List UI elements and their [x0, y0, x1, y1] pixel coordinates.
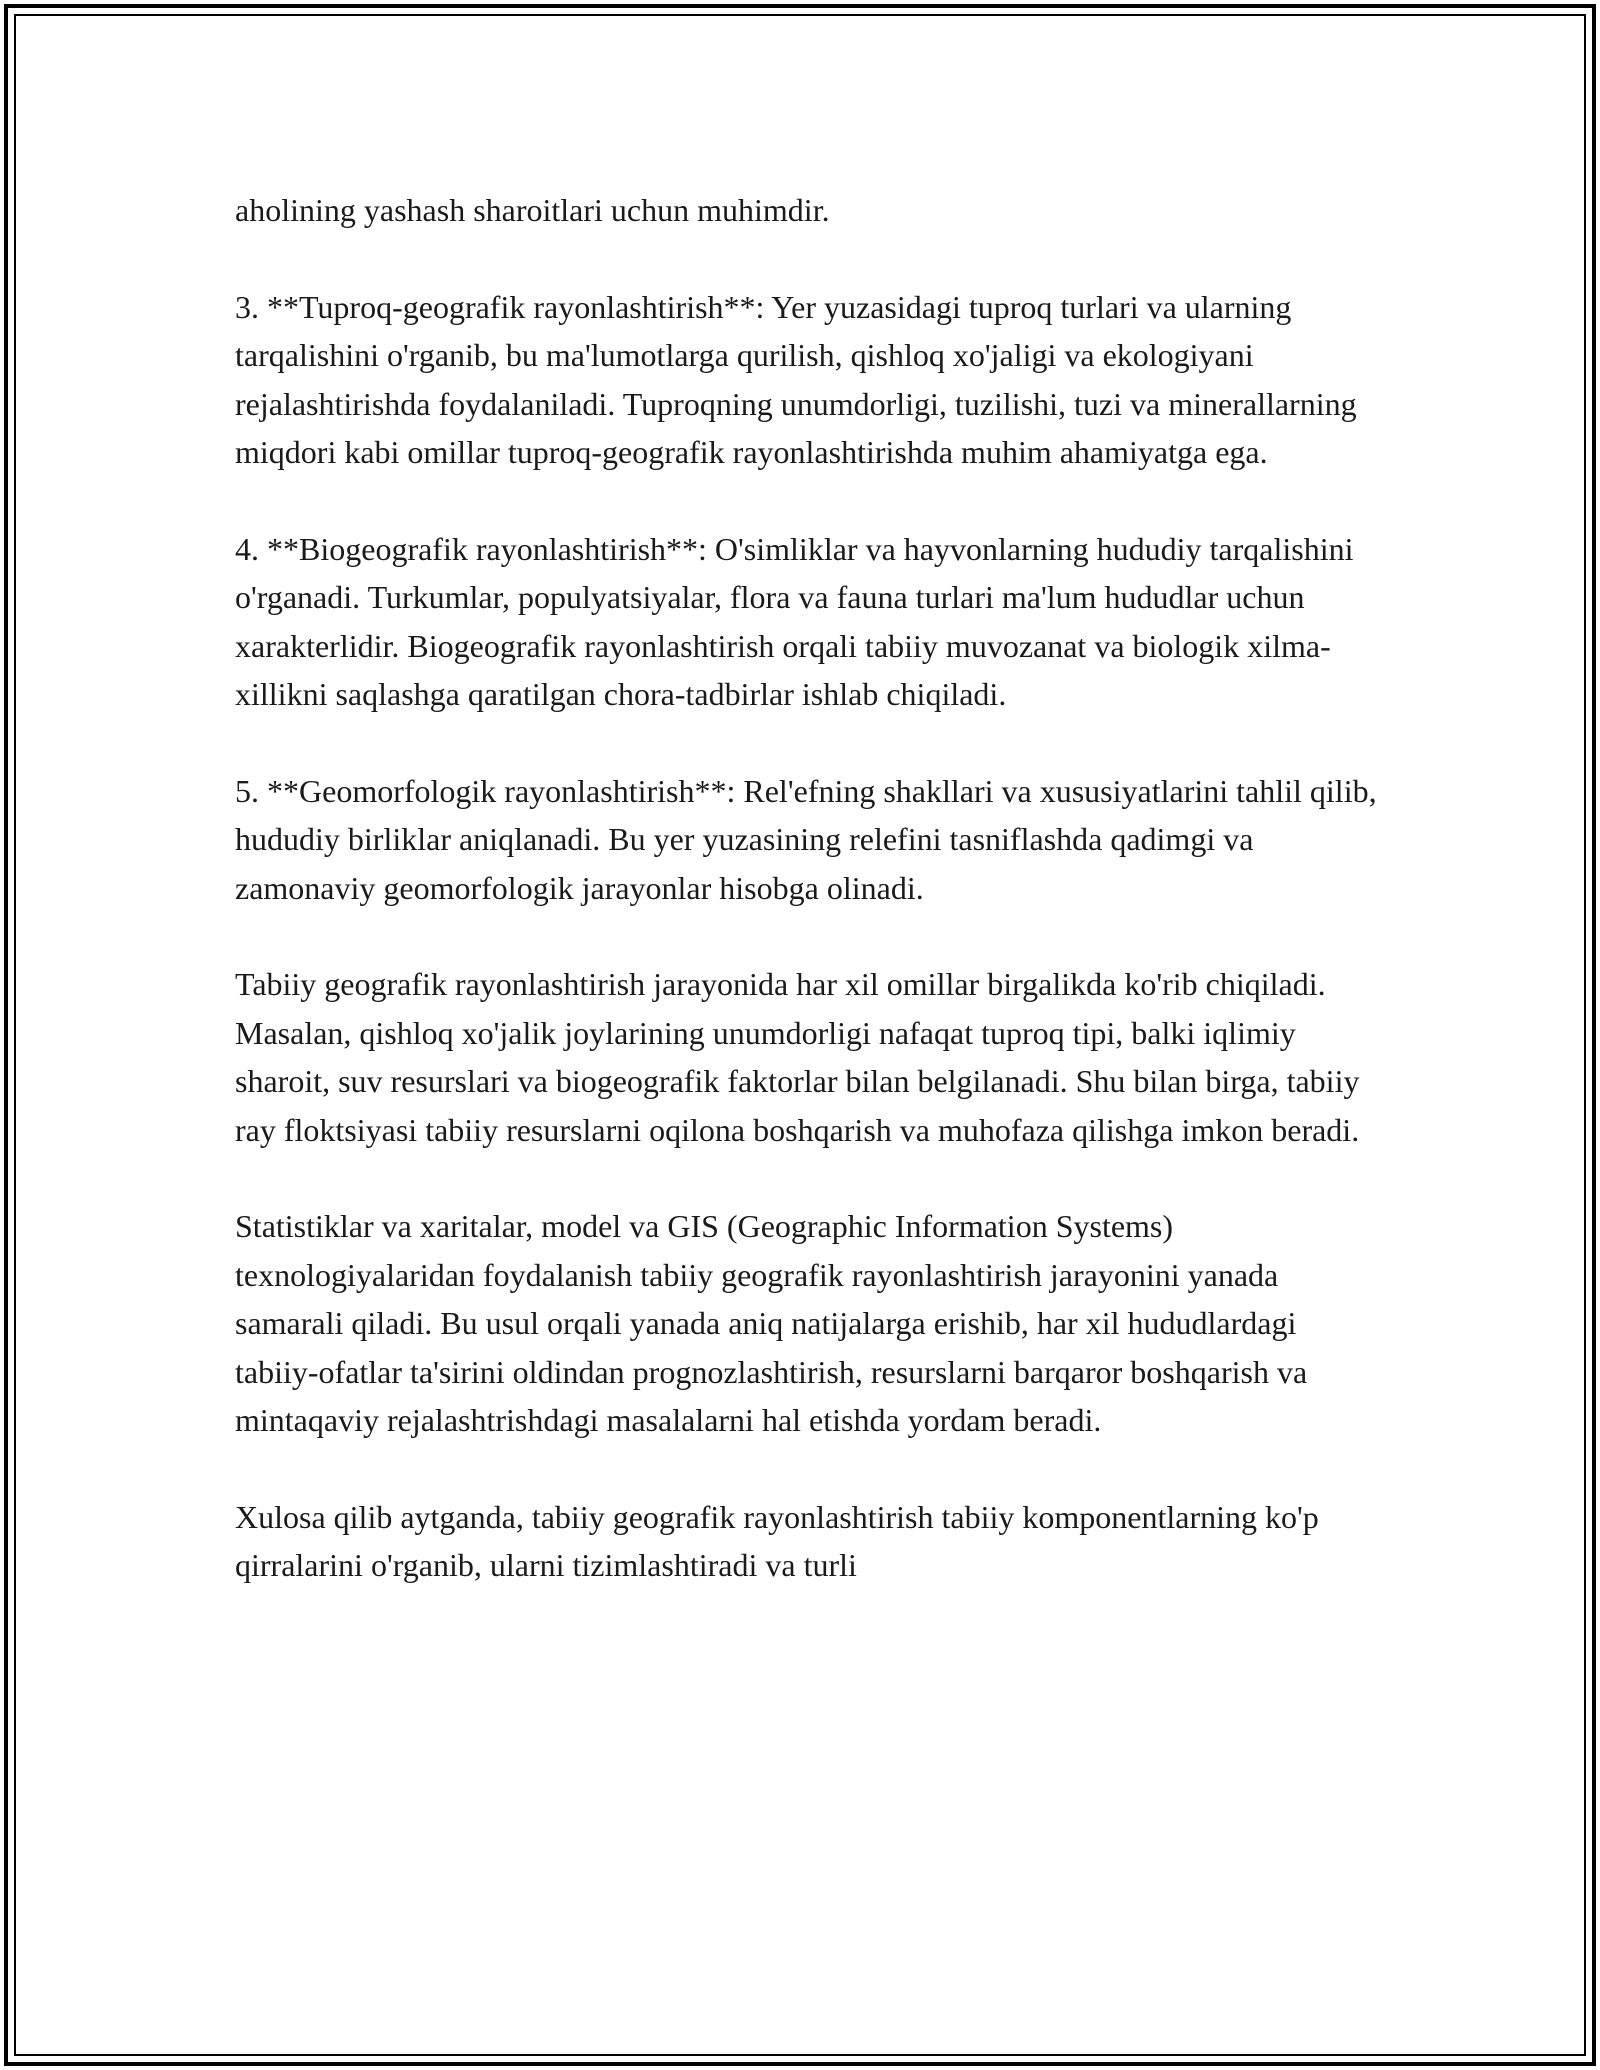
- paragraph-gis-technology: Statistiklar va xaritalar, model va GIS (Geographic Information Systems) texnologiyalaridan foydalanish tabiiy geografik rayonlashtirish jarayonini yanada samarali qiladi. Bu usul orqali yanada aniq natijalarga erishib, har xil hududlardagi tabiiy-ofatlar ta'sirini oldindan prognozlashtirish, resurslarni barqaror boshqarish va mintaqaviy rejalashtrishdagi masalalarni hal etishda yordam beradi.: [235, 1208, 1308, 1439]
- paragraph-geomorphologic-zoning: 5. **Geomorfologik rayonlashtirish**: Rel'efning shakllari va xususiyatlarini tahlil qilib, hududiy birliklar aniqlanadi. Bu yer yuzasining relefini tasniflashda qadimgi va zamonaviy geomorfologik jarayonlar hisobga olinadi.: [235, 772, 1377, 906]
- document-body: [235, 186, 1385, 1590]
- paragraph-combined-factors: Tabiiy geografik rayonlashtirish jarayonida har xil omillar birgalikda ko'rib chiqiladi. Masalan, qishloq xo'jalik joylarining unumdorligi nafaqat tuproq tipi, balki iqlimiy sharoit, suv resurslari va biogeografik faktorlar bilan belgilanadi. Shu bilan birga, tabiiy ray floktsiyasi tabiiy resurslarni oqilona boshqarish va muhofaza qilishga imkon beradi.: [235, 966, 1360, 1148]
- paragraph-biogeographic-zoning: 4. **Biogeografik rayonlashtirish**: O'simliklar va hayvonlarning hududiy tarqalishini o'rganadi. Turkumlar, populyatsiyalar, flora va fauna turlari ma'lum hududlar uchun xarakterlidir. Biogeografik rayonlashtirish orqali tabiiy muvozanat va biologik xilma-xillikni saqlashga qaratilgan chora-tadbirlar ishlab chiqiladi.: [235, 530, 1354, 713]
- paragraph-intro-continuation: aholining yashash sharoitlari uchun muhimdir.: [235, 192, 830, 228]
- paragraph-soil-zoning: 3. **Tuproq-geografik rayonlashtirish**: Yer yuzasidagi tuproq turlari va ularning tarqalishini o'rganib, bu ma'lumotlarga qurilish, qishloq xo'jaligi va ekologiyani rejalashtirishda foydalaniladi. Tuproqning unumdorligi, tuzilishi, tuzi va minerallarning miqdori kabi omillar tuproq-geografik rayonlashtirishda muhim ahamiyatga ega.: [235, 288, 1357, 471]
- paragraph-conclusion: Xulosa qilib aytganda, tabiiy geografik rayonlashtirish tabiiy komponentlarning ko'p qirralarini o'rganib, ularni tizimlashtiradi va turli: [235, 1498, 1319, 1584]
